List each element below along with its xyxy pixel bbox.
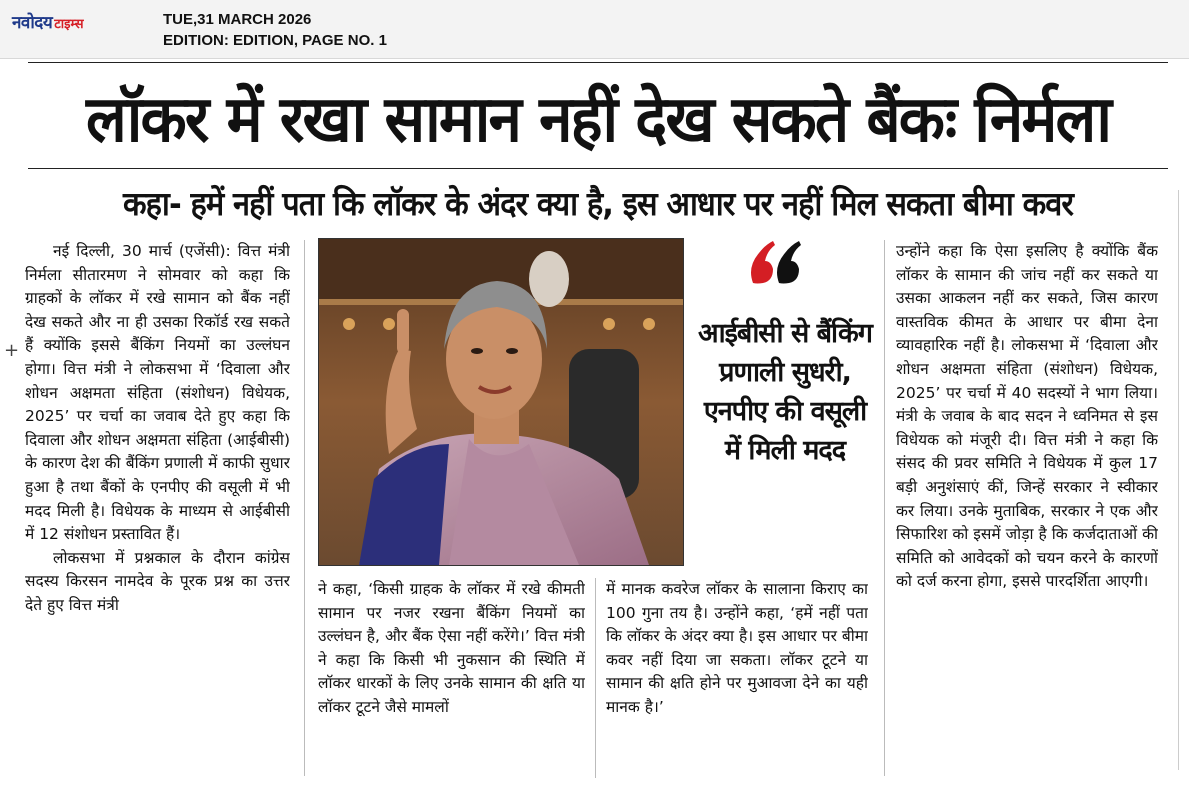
- adjacent-article-edge: [1178, 190, 1189, 770]
- quote-icon: [745, 233, 805, 293]
- article-subheadline: कहा- हमें नहीं पता कि लॉकर के अंदर क्या है, इस आधार पर नहीं मिल सकता बीमा कवर: [122, 183, 1074, 223]
- column-2-paragraph: ने कहा, ‘किसी ग्राहक के लॉकर में रखे कीमती सामान पर नजर रखना बैंकिंग नियमों का उल्लंघन है, और बैंक ऐसा नहीं करेंगे।’ वित्त मंत्री ने कहा कि किसी भी नुकसान की स्थिति में लॉकर धारकों के लिए उनके सामान की क्षति या लॉकर टूटने जैसे मामलों: [318, 580, 585, 716]
- column-1-paragraph-2: लोकसभा में प्रश्नकाल के दौरान कांग्रेस सदस्य किरसन नामदेव के पूरक प्रश्न का उत्तर देते हुए वित्त मंत्री: [25, 548, 290, 614]
- pull-quote: आईबीसी से बैंकिंग प्रणाली सुधरी, एनपीए की वसूली में मिली मदद: [698, 318, 872, 466]
- column-divider: [884, 240, 885, 776]
- article-column-2: [318, 578, 585, 778]
- edition-line: EDITION: EDITION, PAGE NO. 1: [163, 32, 387, 49]
- article-column-3: [606, 578, 868, 778]
- article-headline: लॉकर में रखा सामान नहीं देख सकते बैंकः निर्मला: [85, 82, 1111, 157]
- finance-minister-photo: [319, 239, 683, 565]
- newspaper-logo[interactable]: [12, 10, 84, 34]
- column-3-paragraph: में मानक कवरेज लॉकर के सालाना किराए का 100 गुना तय है। उन्होंने कहा, ‘हमें नहीं पता कि लॉकर के अंदर क्या है। इस आधार पर बीमा कवर नहीं दिया जा सकता। लॉकर टूटने या सामान की क्षति होने पर मुआवजा देने का यही मानक है।’: [606, 580, 868, 716]
- column-1-paragraph-1: नई दिल्ली, 30 मार्च (एजेंसी): वित्त मंत्री निर्मला सीतारमण ने सोमवार को कहा कि ग्राहकों के लॉकर में रखे सामान को बैंक नहीं देख सकते और ना ही उसका रिकॉर्ड रख सकते हैं क्योंकि इससे बैंकिंग नियमों का उल्लंघन होगा। वित्त मंत्री ने लोकसभा में ‘दिवाला और शोधन अक्षमता संहिता (संशोधन) विधेयक, 2025’ पर चर्चा का जवाब देते हुए कहा कि दिवाला और शोधन अक्षमता संहिता (आईबीसी) के कारण देश की बैंकिंग प्रणाली में काफी सुधार हुआ है तथा बैंकों के एनपीए की वसूली में भी मदद मिली है। विधेयक के माध्यम से आईबीसी में 12 संशोधन प्रस्तावित हैं।: [25, 242, 290, 544]
- edition-info: [163, 9, 387, 51]
- date-line: TUE,31 MARCH 2026: [163, 11, 312, 28]
- column-divider: [304, 240, 305, 776]
- article-column-1: [25, 240, 290, 776]
- logo-sub-text: टाइम्स: [54, 17, 84, 32]
- column-4-paragraph: उन्होंने कहा कि ऐसा इसलिए है क्योंकि बैंक लॉकर के सामान की जांच नहीं कर सकते या उसका आकलन नहीं कर सकते, जिस कारण वास्तविक कीमत के आधार पर बीमा देना व्यावहारिक नहीं है। लोकसभा में ‘दिवाला और शोधन अक्षमता संहिता (संशोधन) विधेयक, 2025’ पर चर्चा में 40 सदस्यों ने भाग लिया। मंत्री के जवाब के बाद सदन ने ध्वनिमत से इस विधेयक को मंजूरी दी। वित्त मंत्री ने कहा कि संसद की प्रवर समिति ने विधेयक में कुल 17 बड़ी अनुशंसाएं कीं, जिन्हें सरकार ने स्वीकार कर लिया। उनके मुताबिक, सरकार ने एक और सिफारिश को इसमें जोड़ा है कि कर्जदाताओं की समिति को आवेदकों को चयन करने के कारणों को दर्ज करना होगा, इससे पारदर्शिता आएगी।: [896, 242, 1158, 591]
- article-photo: [318, 238, 684, 566]
- article-column-4: [896, 240, 1158, 776]
- headline-bottom-rule: [28, 168, 1168, 169]
- crop-mark-icon: +: [4, 340, 20, 361]
- column-divider: [595, 578, 596, 778]
- headline-top-rule: [28, 62, 1168, 63]
- epaper-header: [0, 0, 1189, 59]
- logo-main-text: नवोदय: [12, 13, 53, 33]
